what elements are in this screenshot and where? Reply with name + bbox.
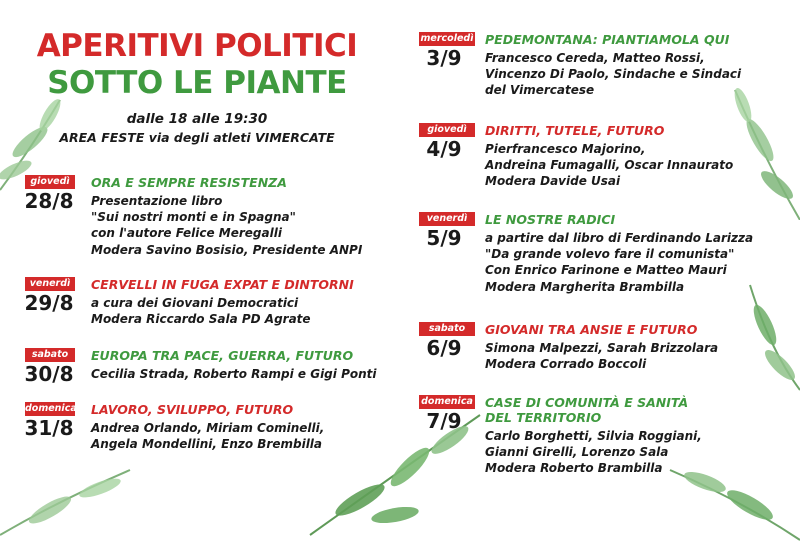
detail-line: Cecilia Strada, Roberto Rampi e Gigi Ponti [91,367,377,381]
detail-line: Carlo Borghetti, Silvia Roggiani, [485,429,702,443]
detail-line: Con Enrico Farinone e Matteo Mauri [485,263,727,278]
leaf-branch-mid-right-icon [725,280,800,400]
event-details [91,420,324,452]
detail-line: a cura dei Giovani Democratici [91,296,299,310]
detail-line: Modera Margherita Brambilla [485,279,685,294]
event-date: 4/9 [426,137,462,161]
detail-line: Modera Riccardo Sala PD Agrate [91,312,311,327]
event-date: 7/9 [426,409,462,433]
event-title: ORA E SEMPRE RESISTENZA [91,175,287,190]
event-date: 29/8 [24,291,74,315]
title-line-1: APERITIVI POLITICI [36,28,358,64]
detail-line: Vincenzo Di Paolo, Sindache e Sindaci [485,67,742,82]
detail-line: Modera Roberto Brambilla [485,461,663,476]
event-title-line-2: DEL TERRITORIO [485,410,602,425]
event-date: 6/9 [426,336,462,360]
event-title: CASE DI COMUNITÀ E SANITÀ [485,395,689,410]
detail-line: del Vimercatese [485,83,595,98]
day-badge: mercoledì [420,33,474,44]
event-details [91,366,377,382]
event-title: EUROPA TRA PACE, GUERRA, FUTURO [91,348,354,363]
event-date: 31/8 [24,416,74,440]
detail-line: "Sui nostri monti e in Spagna" [91,210,296,225]
detail-line: Francesco Cereda, Matteo Rossi, [485,51,705,65]
event-details [485,141,733,190]
title-line-2: SOTTO LE PIANTE [47,65,347,101]
event-title: PEDEMONTANA: PIANTIAMOLA QUI [485,32,730,47]
event-details [91,193,362,258]
event-date: 5/9 [426,226,462,250]
detail-line: Modera Corrado Boccoli [485,357,647,372]
event-title: LE NOSTRE RADICI [485,212,616,227]
event-title: GIOVANI TRA ANSIE E FUTURO [485,322,698,337]
event-date: 3/9 [426,46,462,70]
detail-line: Pierfrancesco Majorino, [485,142,646,156]
detail-line: Simona Malpezzi, Sarah Brizzolara [485,341,719,355]
detail-line: Gianni Girelli, Lorenzo Sala [485,445,669,460]
event-title: CERVELLI IN FUGA EXPAT E DINTORNI [91,277,354,292]
event-date: 28/8 [24,189,74,213]
event-details [91,295,311,327]
detail-line: a partire dal libro di Ferdinando Larizza [485,231,754,245]
event-time: dalle 18 alle 19:30 [126,111,268,127]
day-badge: sabato [25,348,75,362]
day-badge: domenica [419,395,475,409]
event-title: DIRITTI, TUTELE, FUTURO [485,123,665,138]
day-badge: venerdì [25,277,75,291]
detail-line: "Da grande volevo fare il comunista" [485,247,735,262]
event-place: AREA FESTE via degli atleti VIMERCATE [59,130,335,145]
day-badge: sabato [419,322,475,336]
day-badge: venerdì [419,212,475,226]
day-badge: domenica [25,403,77,414]
event-title: LAVORO, SVILUPPO, FUTURO [91,402,294,417]
event-details [485,230,753,295]
detail-line: Angela Mondellini, Enzo Brembilla [91,437,323,452]
detail-line: con l'autore Felice Meregalli [91,226,282,241]
day-badge: giovedì [419,123,475,137]
event-details [485,340,718,372]
detail-line: Presentazione libro [91,194,223,208]
event-details [485,428,702,477]
detail-line: Modera Savino Bosisio, Presidente ANPI [91,242,363,257]
event-details [485,50,741,99]
detail-line: Andrea Orlando, Miriam Cominelli, [91,421,325,435]
leaf-branch-bottom-left-icon [0,440,140,542]
event-date: 30/8 [24,362,74,386]
detail-line: Modera Davide Usai [485,174,621,189]
day-badge: giovedì [25,175,75,189]
detail-line: Andreina Fumagalli, Oscar Innaurato [485,158,734,173]
